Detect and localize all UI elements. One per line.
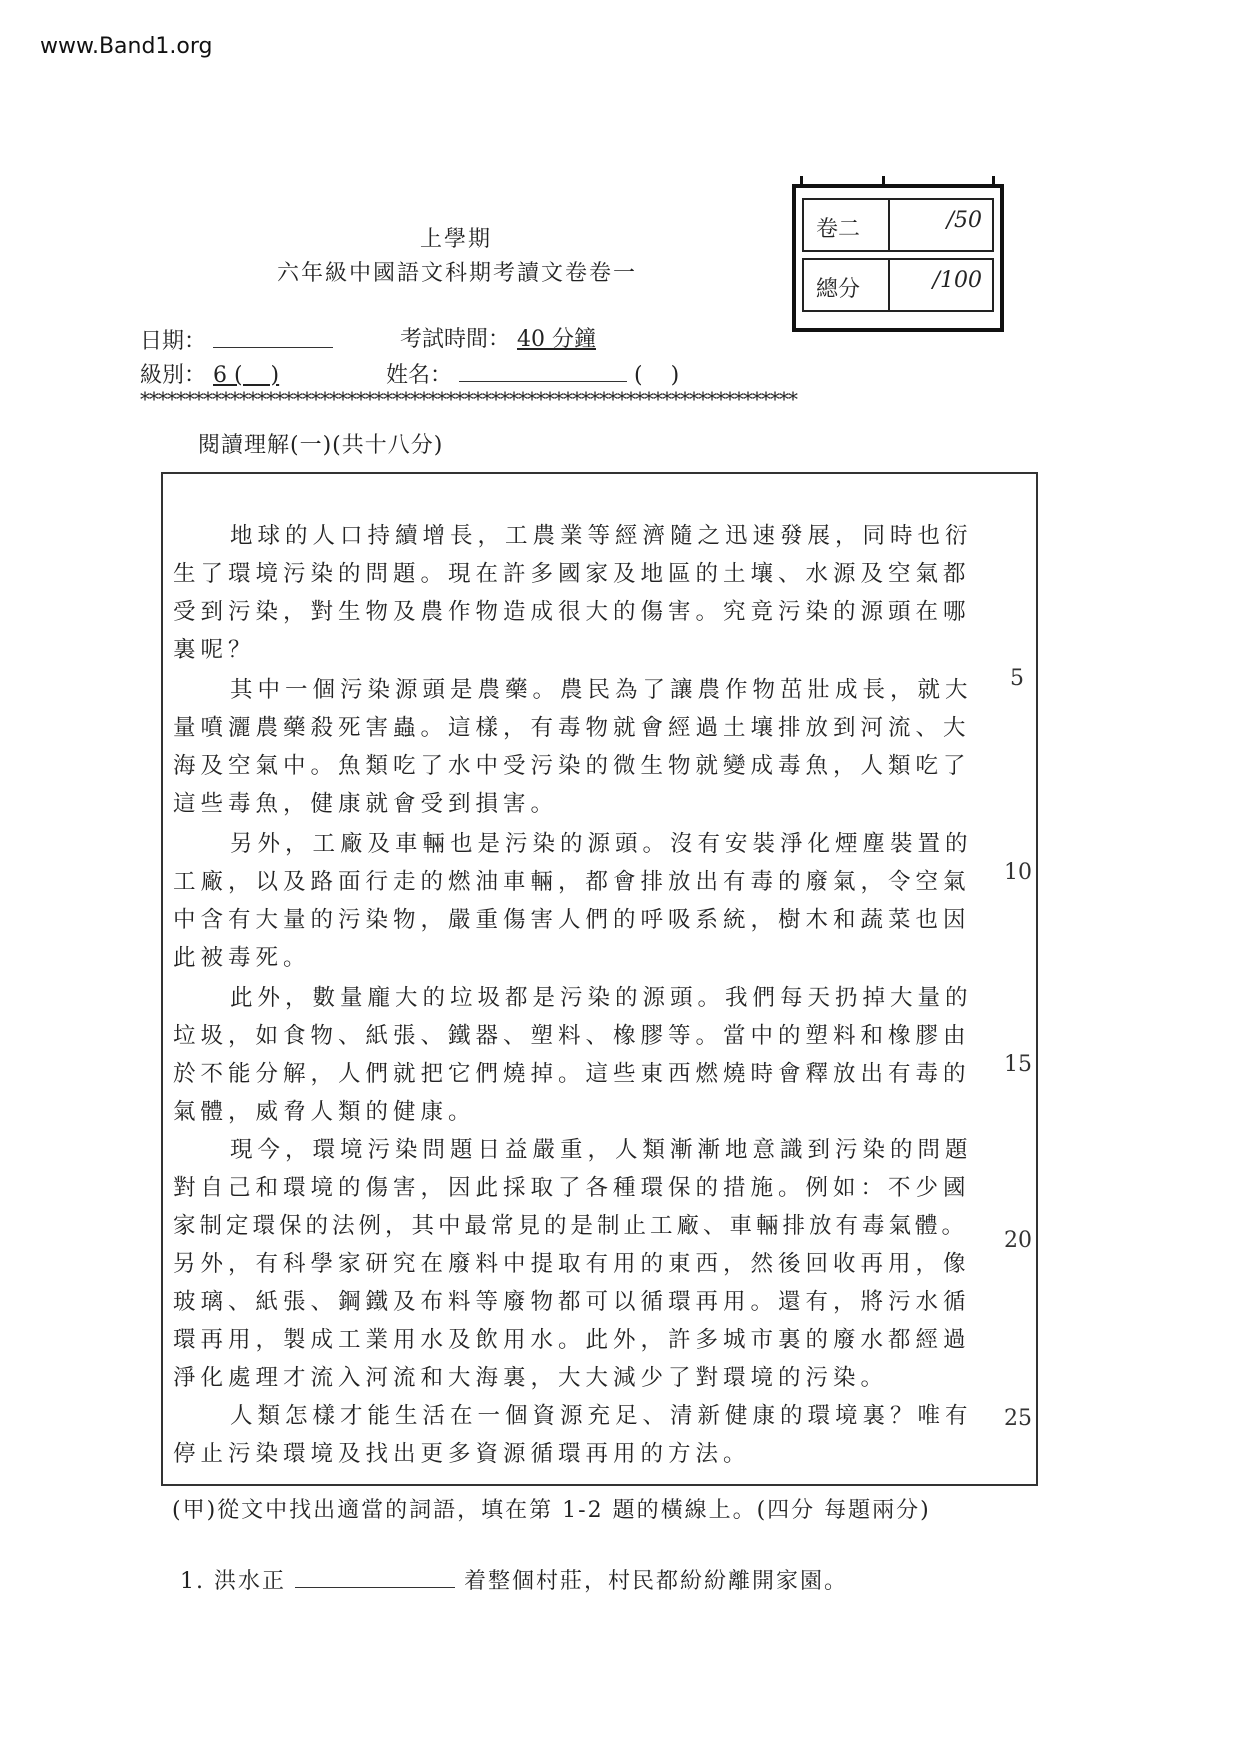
table-tick xyxy=(882,176,885,188)
divider-line: ************************************************************************* xyxy=(140,387,797,411)
passage-line: 玻璃、紙張、鋼鐵及布料等廢物都可以循環再用。還有，將污水循 xyxy=(173,1289,971,1315)
passage-line: 地球的人口持續增長，工農業等經濟隨之迅速發展，同時也衍 xyxy=(230,523,973,549)
line-number: 20 xyxy=(1004,1228,1032,1253)
question-1 xyxy=(180,1564,848,1595)
cell-divider xyxy=(888,200,890,250)
site-url: www.Band1.org xyxy=(40,34,213,59)
cell-divider xyxy=(888,260,890,310)
passage-line: 中含有大量的污染物，嚴重傷害人們的呼吸系統，樹木和蔬菜也因 xyxy=(173,907,971,933)
name-row xyxy=(386,358,679,389)
passage-line: 對自己和環境的傷害，因此採取了各種環保的措施。例如：不少國 xyxy=(173,1175,971,1201)
passage-line: 工廠，以及路面行走的燃油車輛，都會排放出有毒的廢氣，令空氣 xyxy=(173,869,971,895)
score-row-total xyxy=(802,258,994,312)
passage-line: 氣體，威脅人類的健康。 xyxy=(173,1099,476,1125)
passage-line: 環再用，製成工業用水及飲用水。此外，許多城市裏的廢水都經過 xyxy=(173,1327,971,1353)
passage-line: 垃圾，如食物、紙張、鐵器、塑料、橡膠等。當中的塑料和橡膠由 xyxy=(173,1023,971,1049)
passage-line: 現今，環境污染問題日益嚴重，人類漸漸地意識到污染的問題 xyxy=(230,1137,973,1163)
class-number[interactable]: ( ) xyxy=(634,363,680,388)
term-title: 上學期 xyxy=(420,227,493,252)
section-title: 閱讀理解(一)(共十八分) xyxy=(198,433,444,458)
passage-line: 受到污染，對生物及農作物造成很大的傷害。究竟污染的源頭在哪 xyxy=(173,599,971,625)
score-value-paper2: /50 xyxy=(946,208,982,233)
exam-time-row xyxy=(400,322,596,353)
line-number: 15 xyxy=(1004,1052,1032,1077)
score-row-paper2 xyxy=(802,198,994,252)
score-label-total: 總分 xyxy=(816,277,861,302)
question-1-answer-blank[interactable] xyxy=(295,1565,455,1588)
passage-line: 這些毒魚，健康就會受到損害。 xyxy=(173,791,559,817)
table-tick xyxy=(800,176,803,188)
passage-line: 其中一個污染源頭是農藥。農民為了讓農作物茁壯成長，就大 xyxy=(230,677,973,703)
score-value-total: /100 xyxy=(932,268,982,293)
score-label-paper2: 卷二 xyxy=(816,217,861,242)
passage-line: 海及空氣中。魚類吃了水中受污染的微生物就變成毒魚，人類吃了 xyxy=(173,753,971,779)
date-label: 日期： xyxy=(140,329,207,354)
passage-line: 量噴灑農藥殺死害蟲。這樣，有毒物就會經過土壤排放到河流、大 xyxy=(173,715,971,741)
passage-line: 裏呢？ xyxy=(173,637,256,663)
name-blank[interactable] xyxy=(459,359,627,382)
passage-line: 此外，數量龐大的垃圾都是污染的源頭。我們每天扔掉大量的 xyxy=(230,985,973,1011)
passage-line: 淨化處理才流入河流和大海裏，大大減少了對環境的污染。 xyxy=(173,1365,889,1391)
question-1-prefix: 1. 洪水正 xyxy=(180,1569,286,1594)
date-row xyxy=(140,324,333,355)
line-number: 10 xyxy=(1004,860,1032,885)
date-blank[interactable] xyxy=(213,325,333,348)
question-1-suffix: 着整個村莊，村民都紛紛離開家園。 xyxy=(463,1569,848,1594)
line-number: 25 xyxy=(1004,1406,1032,1431)
passage-line: 家制定環保的法例，其中最常見的是制止工廠、車輛排放有毒氣體。 xyxy=(173,1213,969,1239)
question-instructions: (甲)從文中找出適當的詞語，填在第 1-2 題的橫線上。(四分 每題兩分) xyxy=(172,1498,931,1523)
score-table xyxy=(792,184,1004,332)
passage-line: 另外，有科學家研究在廢料中提取有用的東西，然後回收再用，像 xyxy=(173,1251,971,1277)
class-row xyxy=(140,358,279,389)
passage-line: 此被毒死。 xyxy=(173,945,311,971)
passage-line: 停止污染環境及找出更多資源循環再用的方法。 xyxy=(173,1441,751,1467)
passage-line: 於不能分解，人們就把它們燒掉。這些東西燃燒時會釋放出有毒的 xyxy=(173,1061,971,1087)
passage-line: 生了環境污染的問題。現在許多國家及地區的土壤、水源及空氣都 xyxy=(173,561,971,587)
exam-time-label: 考試時間： xyxy=(400,327,511,352)
passage-line: 另外，工廠及車輛也是污染的源頭。沒有安裝淨化煙塵裝置的 xyxy=(230,831,973,857)
class-value[interactable]: 6 ( ) xyxy=(213,363,280,388)
exam-time-value: 40 分鐘 xyxy=(517,327,597,352)
line-number: 5 xyxy=(1010,666,1024,691)
class-label: 級別： xyxy=(140,363,207,388)
passage-line: 人類怎樣才能生活在一個資源充足、清新健康的環境裏？唯有 xyxy=(230,1403,973,1429)
paper-title: 六年級中國語文科期考讀文卷卷一 xyxy=(277,261,638,286)
name-label: 姓名： xyxy=(386,363,453,388)
table-tick xyxy=(992,176,995,188)
